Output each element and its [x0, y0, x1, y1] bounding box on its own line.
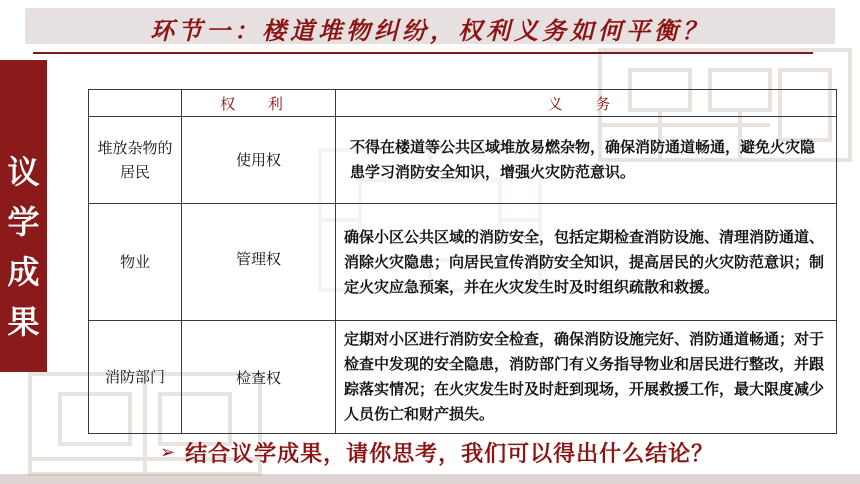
right-cell	[182, 117, 336, 204]
duty-text: 不得在楼道等公共区域堆放易燃杂物，确保消防通道畅通，避免火灾隐患学习消防安全知识，增强火灾防范意识。	[350, 138, 816, 181]
arrow-bullet-icon: ➢	[160, 442, 176, 463]
party-cell	[89, 117, 182, 204]
bottom-decoration-stripe	[0, 474, 860, 484]
table-header-row	[89, 90, 837, 117]
side-tab-text	[0, 152, 47, 342]
right-label: 检查权	[235, 369, 281, 387]
table-row	[89, 117, 837, 204]
party-label: 消防部门	[104, 368, 165, 386]
header-party	[89, 90, 182, 117]
rights-duties-table	[88, 89, 837, 434]
side-tab	[0, 60, 47, 372]
right-label: 管理权	[235, 250, 281, 268]
party-cell	[89, 204, 182, 321]
table-row	[89, 204, 837, 321]
title-bar	[25, 4, 835, 60]
discussion-question	[160, 437, 714, 468]
side-tab-char: 果	[7, 303, 40, 341]
side-tab-char: 成	[7, 253, 40, 291]
duty-text: 定期对小区进行消防安全检查，确保消防设施完好、消防通道畅通；对于检查中发现的安全隐患，消防部门有义务指导物业和居民进行整改，并跟踪落实情况；在火灾发生时及时赶到现场，开展救援工作，最大限度减少人员伤亡和财产损失。	[344, 330, 825, 423]
table-row	[89, 321, 837, 434]
right-label: 使用权	[235, 151, 281, 169]
side-tab-char: 议	[7, 153, 40, 191]
duty-cell	[336, 204, 837, 321]
party-label: 物业	[119, 253, 150, 271]
duty-cell	[336, 117, 837, 204]
party-label: 堆放杂物的居民	[97, 139, 173, 181]
page-title: 环节一：楼道堆物纠纷，权利义务如何平衡？	[150, 16, 710, 45]
header-duties: 义 务	[336, 90, 837, 117]
right-cell	[182, 321, 336, 434]
party-cell	[89, 321, 182, 434]
right-cell	[182, 204, 336, 321]
duty-cell	[336, 321, 837, 434]
side-tab-char: 学	[7, 203, 40, 241]
header-rights: 权 利	[182, 90, 336, 117]
title-underline	[33, 52, 813, 54]
duty-text: 确保小区公共区域的消防安全，包括定期检查消防设施、清理消防通道、消除火灾隐患；向居民宣传消防安全知识，提高居民的火灾防范意识；制定火灾应急预案，并在火灾发生时及时组织疏散和救援。	[344, 227, 825, 296]
question-text: 结合议学成果，请你思考，我们可以得出什么结论？	[185, 442, 715, 467]
